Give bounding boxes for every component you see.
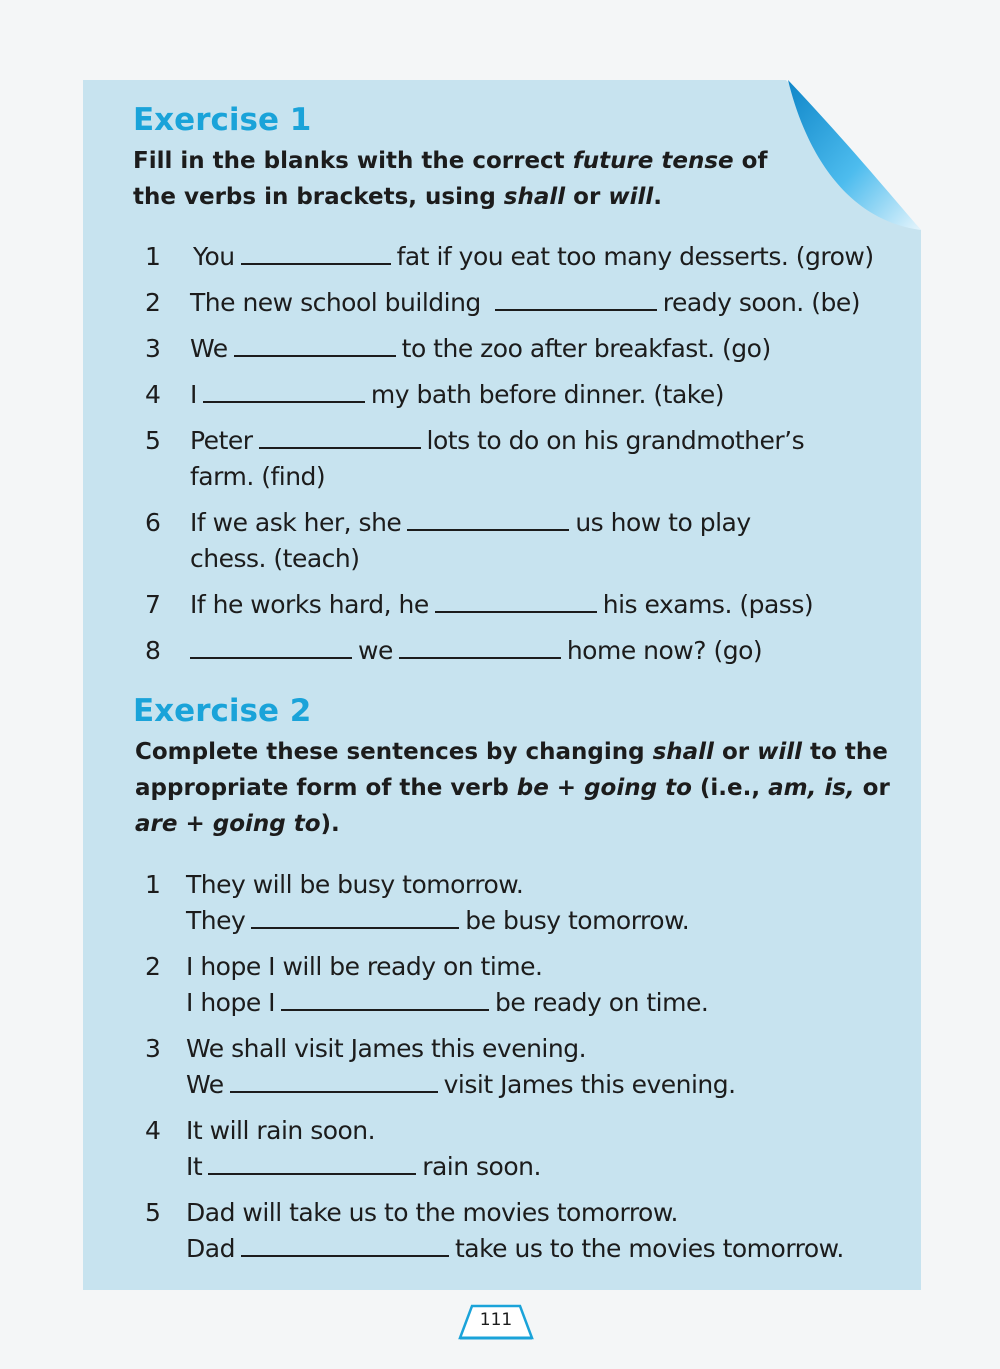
exercise-1-title: Exercise 1 xyxy=(133,102,312,138)
answer-blank[interactable] xyxy=(281,987,489,1011)
page-number-badge xyxy=(456,1300,536,1342)
exercise-2-instruction: Complete these sentences by changing shall or will to the appropriate form of the verb be + going to (i.e., am, is, or are + going to). xyxy=(135,739,890,837)
answer-blank[interactable] xyxy=(208,1151,416,1175)
exercise-1-instruction: Fill in the blanks with the correct future tense of the verbs in brackets, using shall or will. xyxy=(133,148,768,210)
answer-blank[interactable] xyxy=(251,905,459,929)
answer-blank[interactable] xyxy=(241,1233,449,1257)
answer-blank[interactable] xyxy=(241,241,391,265)
answer-blank[interactable] xyxy=(259,425,421,449)
answer-blank[interactable] xyxy=(190,635,352,659)
page-curl-graphic xyxy=(785,80,925,250)
answer-blank[interactable] xyxy=(203,379,365,403)
exercise-2-title: Exercise 2 xyxy=(133,693,312,729)
answer-blank[interactable] xyxy=(399,635,561,659)
answer-blank[interactable] xyxy=(495,287,657,311)
page-number: 111 xyxy=(479,1310,513,1330)
answer-blank[interactable] xyxy=(407,507,569,531)
answer-blank[interactable] xyxy=(234,333,396,357)
answer-blank[interactable] xyxy=(435,589,597,613)
answer-blank[interactable] xyxy=(230,1069,438,1093)
